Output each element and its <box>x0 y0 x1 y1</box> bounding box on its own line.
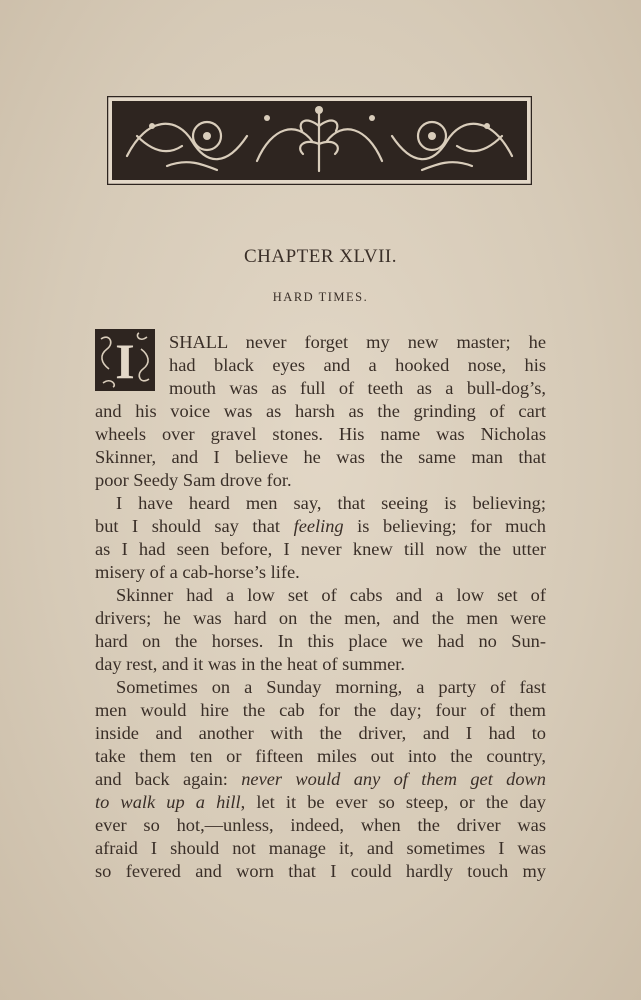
text-segment: Sometimes on a Sunday morning, a party of fast <box>116 677 546 697</box>
text-line <box>95 400 546 423</box>
text-line <box>169 377 546 400</box>
text-line <box>95 515 546 538</box>
text-segment: inside and another with the driver, and I had to <box>95 723 546 743</box>
text-segment: is believing; for much <box>343 516 546 536</box>
text-segment: , let it be ever so steep, or the day <box>240 792 546 812</box>
text-line <box>95 607 546 630</box>
italic-text: never would any of them get down <box>241 769 546 789</box>
text-line <box>95 699 546 722</box>
text-segment: poor Seedy Sam drove for. <box>95 470 292 490</box>
text-segment: as I had seen before, I never knew till now the utter <box>95 539 546 559</box>
text-line <box>169 331 546 354</box>
text-segment: Skinner, and I believe he was the same man that <box>95 447 546 467</box>
text-line <box>116 676 546 699</box>
decorative-headpiece <box>107 96 532 185</box>
text-line <box>95 745 546 768</box>
text-segment: hard on the horses. In this place we had no Sun- <box>95 631 546 651</box>
text-line <box>95 561 300 584</box>
drop-cap-ornament-icon <box>95 329 155 391</box>
text-segment: wheels over gravel stones. His name was Nicholas <box>95 424 546 444</box>
text-segment: had black eyes and a hooked nose, his <box>169 355 546 375</box>
text-line <box>95 837 546 860</box>
text-line <box>95 653 405 676</box>
text-line <box>95 423 546 446</box>
text-segment: men would hire the cab for the day; four of them <box>95 700 546 720</box>
text-segment: but I should say that <box>95 516 294 536</box>
text-line <box>95 860 546 883</box>
drop-cap-letter: I <box>115 333 135 389</box>
italic-text: feeling <box>293 516 344 536</box>
italic-text: to walk up a hill <box>95 792 241 812</box>
text-line <box>95 791 546 814</box>
chapter-subtitle: HARD TIMES. <box>272 290 369 304</box>
text-line <box>116 584 546 607</box>
text-segment: day rest, and it was in the heat of summer. <box>95 654 406 674</box>
text-segment: drivers; he was hard on the men, and the men were <box>95 608 546 628</box>
text-line <box>169 354 546 377</box>
text-segment: and back again: <box>95 769 242 789</box>
chapter-title: CHAPTER XLVII. <box>243 246 398 267</box>
text-line <box>95 469 292 492</box>
text-segment: I have heard men say, that seeing is believing; <box>116 493 546 513</box>
text-line <box>95 446 546 469</box>
text-segment: and his voice was as harsh as the grinding of cart <box>95 401 546 421</box>
text-line <box>95 814 546 837</box>
text-segment: afraid I should not manage it, and sometimes I was <box>95 838 546 858</box>
text-line <box>95 538 546 561</box>
text-segment: mouth was as full of teeth as a bull-dog’s, <box>169 378 546 398</box>
floral-ornament-icon <box>107 96 532 185</box>
text-segment: take them ten or fifteen miles out into the country, <box>95 746 546 766</box>
text-segment: SHALL never forget my new master; he <box>169 332 546 352</box>
text-line <box>95 630 546 653</box>
text-segment: misery of a cab-horse’s life. <box>95 562 300 582</box>
drop-cap <box>95 329 155 391</box>
text-segment: Skinner had a low set of cabs and a low set of <box>116 585 546 605</box>
text-segment: so fevered and worn that I could hardly touch my <box>95 861 546 881</box>
text-line <box>116 492 546 515</box>
text-line <box>95 722 546 745</box>
text-segment: ever so hot,—unless, indeed, when the driver was <box>95 815 546 835</box>
text-line <box>95 768 546 791</box>
